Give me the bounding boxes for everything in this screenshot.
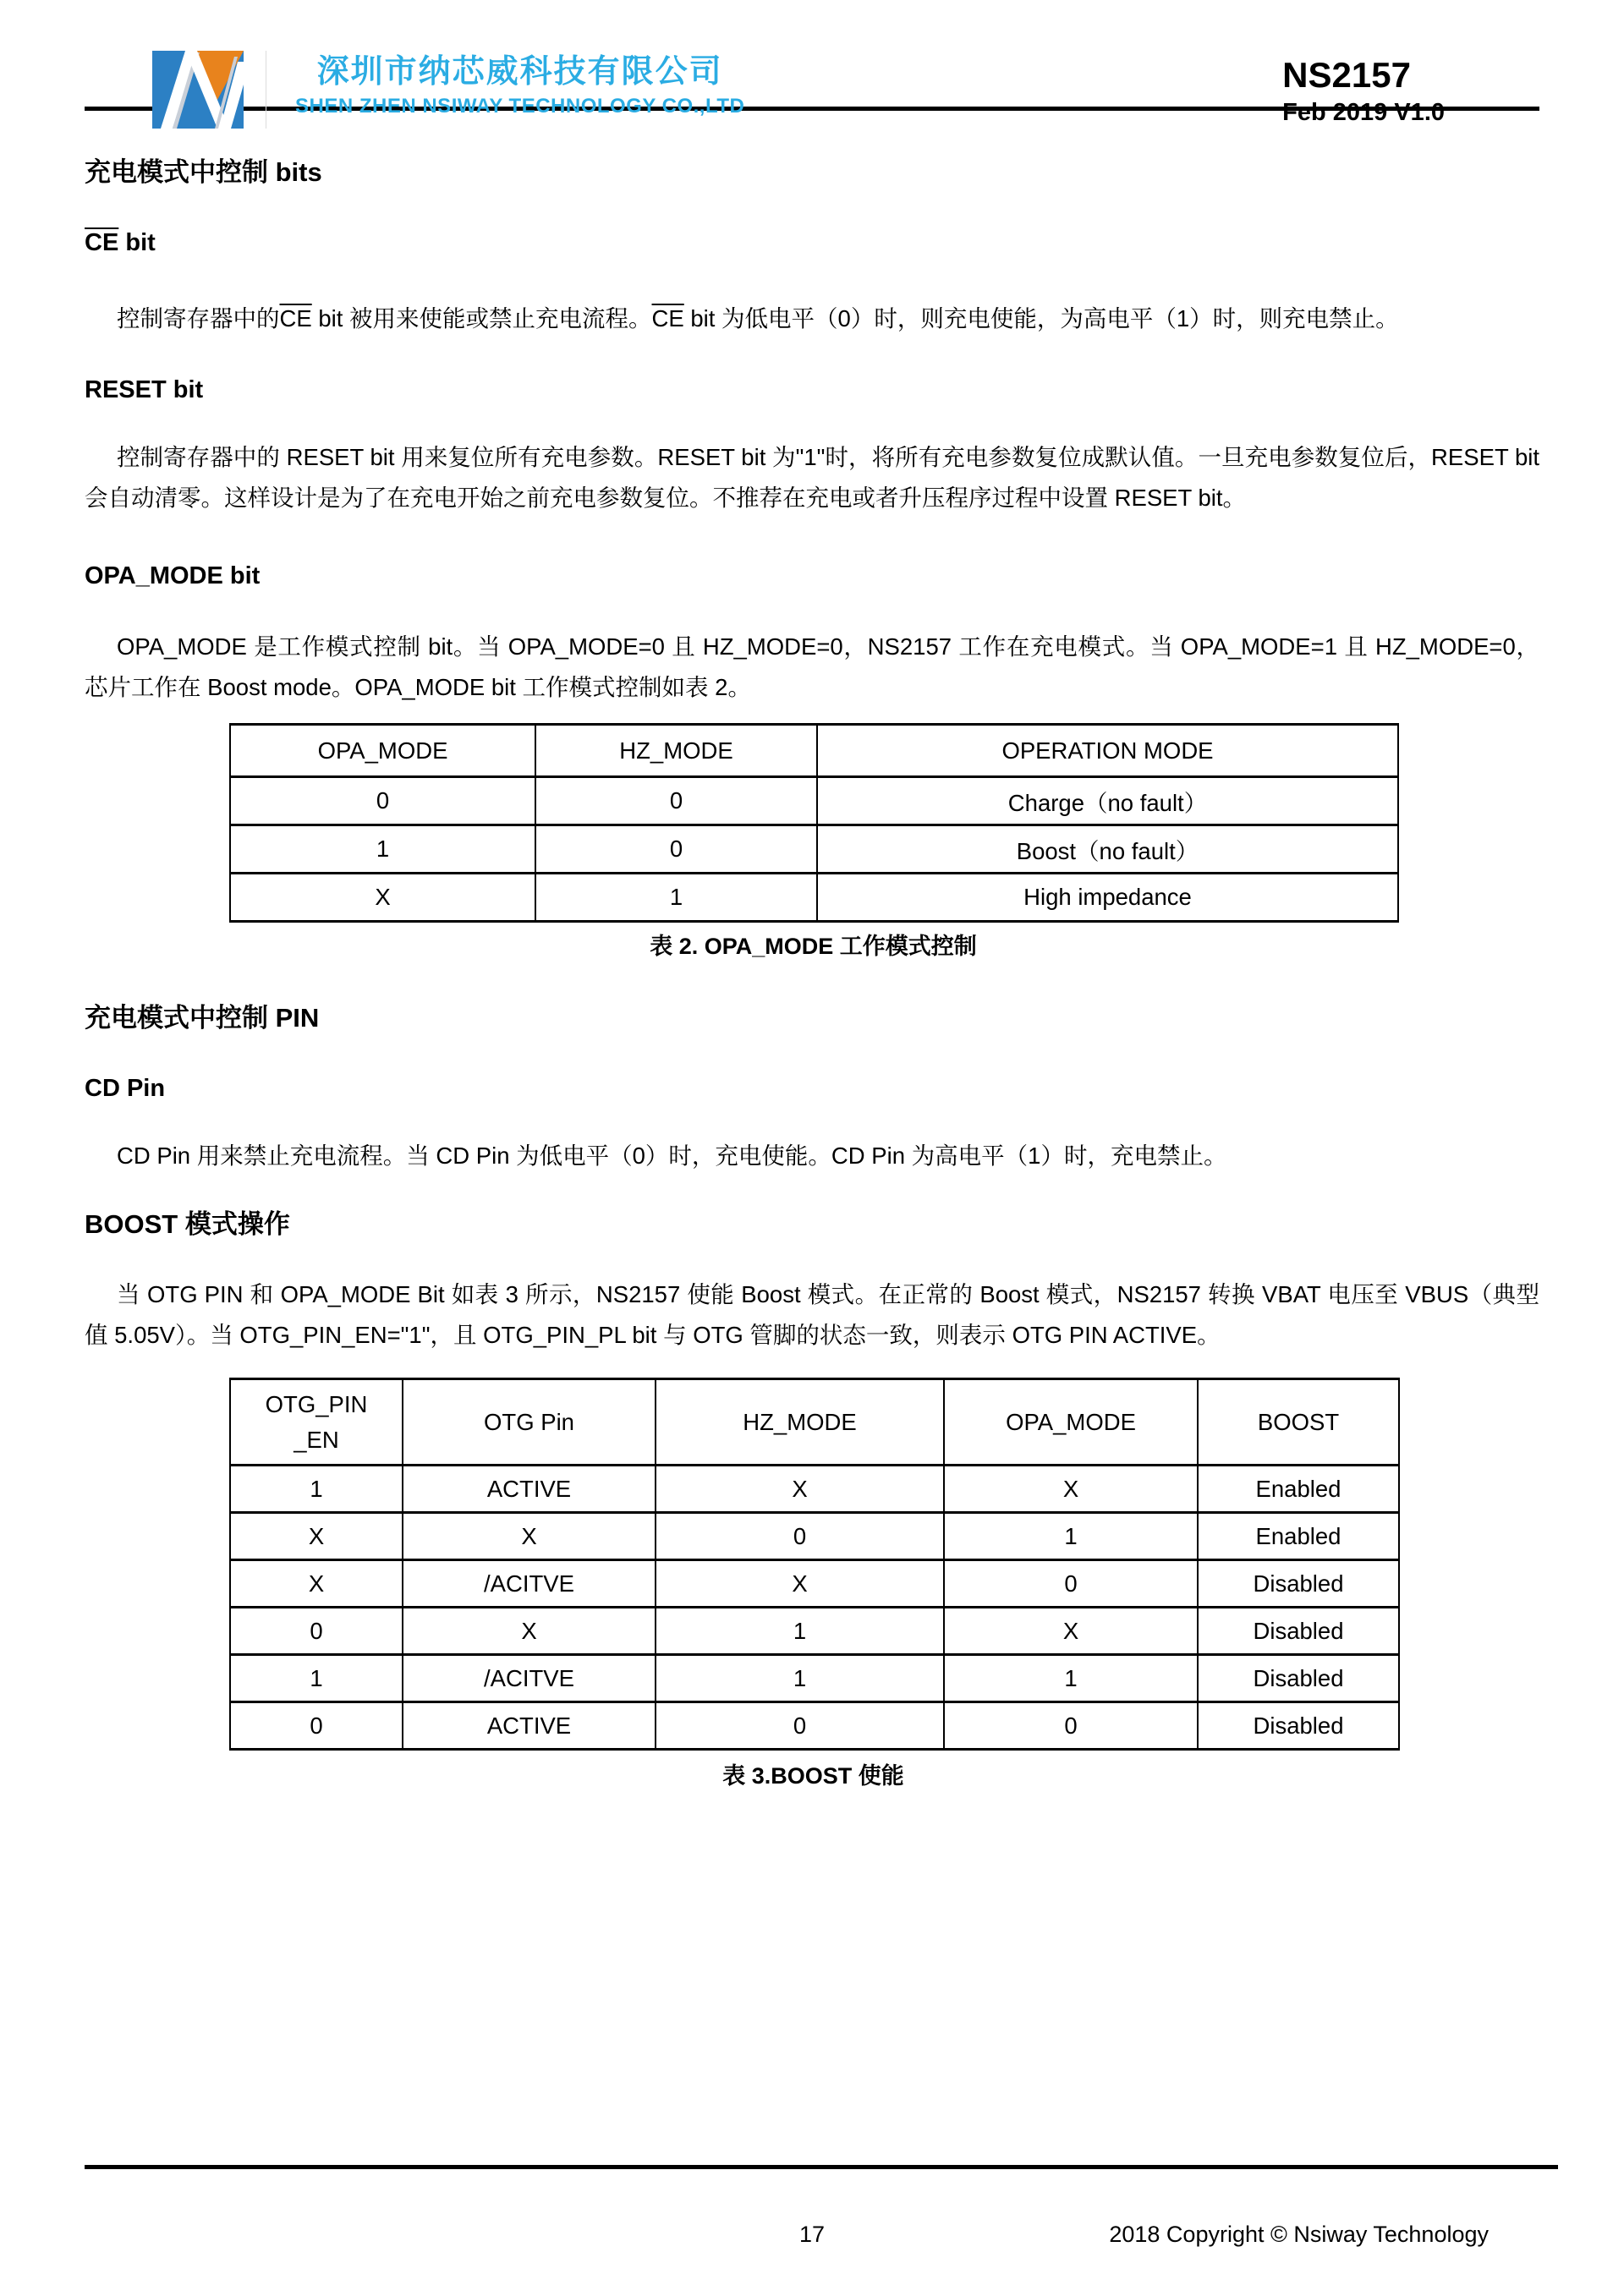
- table3-cell: ACTIVE: [403, 1466, 656, 1513]
- table3-cell: 0: [656, 1513, 944, 1560]
- section-title-charge-bits: 充电模式中控制 bits: [85, 157, 322, 187]
- table3-cell: X: [403, 1608, 656, 1655]
- table-row: [230, 874, 1398, 922]
- table2-cell: Boost（no fault）: [817, 825, 1398, 874]
- table3-cell: 0: [230, 1702, 403, 1750]
- table3-header: OTG Pin: [403, 1379, 656, 1466]
- table-row: [230, 1560, 1399, 1608]
- subsection-reset-bit: RESET bit: [85, 376, 204, 403]
- table3-cell: Enabled: [1198, 1466, 1399, 1513]
- table3-cell: 0: [944, 1702, 1198, 1750]
- opa-mode-table: [229, 723, 1399, 923]
- table3-header: HZ_MODE: [656, 1379, 944, 1466]
- table2-cell: Charge（no fault）: [817, 777, 1398, 825]
- table3-cell: Disabled: [1198, 1655, 1399, 1702]
- table2-cell: 1: [230, 825, 535, 874]
- table3-cell: X: [403, 1513, 656, 1560]
- subsection-ce-bit: [85, 226, 1539, 260]
- company-name-cn: 深圳市纳芯威科技有限公司: [316, 54, 723, 90]
- reset-paragraph: 控制寄存器中的 RESET bit 用来复位所有充电参数。RESET bit 为"1"时，将所有充电参数复位成默认值。一旦充电参数复位后，RESET bit 会自动清零。这样设计是为了在充电开始之前充电参数复位。不推荐在充电或者升压程序过程中设置 RESET bit。: [85, 444, 1539, 511]
- ce-overline: $\overline{CE}$: [85, 229, 119, 256]
- table3-cell: Disabled: [1198, 1702, 1399, 1750]
- ce-seg-5: bit 为低电平（0）时，则充电使能，为高电平（1）时，则充电禁止。: [683, 305, 1399, 332]
- boost-enable-table: [229, 1378, 1400, 1751]
- table3-cell: X: [656, 1560, 944, 1608]
- page-number: 17: [798, 2222, 826, 2247]
- cd-paragraph: CD Pin 用来禁止充电流程。当 CD Pin 为低电平（0）时，充电使能。CD Pin 为高电平（1）时，充电禁止。: [117, 1143, 1227, 1169]
- table-row: [230, 1702, 1399, 1750]
- table3-cell: X: [230, 1513, 403, 1560]
- table3-header: BOOST: [1198, 1379, 1399, 1466]
- table-row: [230, 725, 1398, 777]
- ce-seg-2-overline: $\overline{CE}$: [279, 305, 312, 332]
- table2-cell: 0: [535, 777, 817, 825]
- table3-cell: /ACITVE: [403, 1655, 656, 1702]
- doc-info: [1282, 56, 1445, 127]
- footer-rule: [85, 2165, 1558, 2169]
- company-name-en: SHEN ZHEN NSIWAY TECHNOLOGY CO.,LTD: [295, 95, 745, 118]
- table3-cell: 1: [944, 1513, 1198, 1560]
- table3-cell: ACTIVE: [403, 1702, 656, 1750]
- table3-cell: Disabled: [1198, 1560, 1399, 1608]
- page-header: [85, 0, 1539, 126]
- nsiway-logo-icon: [152, 51, 244, 129]
- table-row: [230, 1513, 1399, 1560]
- table-row: [230, 1379, 1399, 1466]
- ce-seg-3: bit 被用来使能或禁止充电流程。: [311, 305, 652, 332]
- subsection-opa-mode-bit: OPA_MODE bit: [85, 562, 261, 589]
- table-row: [230, 777, 1398, 825]
- table3-header-line1: OTG_PIN: [265, 1390, 368, 1417]
- part-number: NS2157: [1282, 55, 1411, 95]
- table2-header: OPERATION MODE: [817, 725, 1398, 777]
- table3-cell: 1: [656, 1608, 944, 1655]
- subsection-cd-pin: CD Pin: [85, 1075, 166, 1102]
- table3-cell: 1: [230, 1466, 403, 1513]
- table3-cell: Disabled: [1198, 1608, 1399, 1655]
- table2-header: OPA_MODE: [230, 725, 535, 777]
- section-title-charge-pin: 充电模式中控制 PIN: [85, 1003, 320, 1033]
- table2-cell: 0: [535, 825, 817, 874]
- company-block: [295, 52, 744, 120]
- table2-caption: 表 2. OPA_MODE 工作模式控制: [650, 934, 977, 959]
- opa-paragraph: OPA_MODE 是工作模式控制 bit。当 OPA_MODE=0 且 HZ_MODE=0，NS2157 工作在充电模式。当 OPA_MODE=1 且 HZ_MODE=0，芯片工作在 Boost mode。OPA_MODE bit 工作模式控制如表 2。: [85, 633, 1539, 700]
- table2-cell: High impedance: [817, 874, 1398, 922]
- table2-header: HZ_MODE: [535, 725, 817, 777]
- table3-cell: X: [656, 1466, 944, 1513]
- table3-cell: X: [944, 1608, 1198, 1655]
- table3-cell: 0: [656, 1702, 944, 1750]
- table3-header: OPA_MODE: [944, 1379, 1198, 1466]
- table3-caption: 表 3.BOOST 使能: [722, 1763, 904, 1789]
- doc-revision: Feb 2019 V1.0: [1282, 99, 1445, 126]
- section-title-boost: BOOST 模式操作: [85, 1209, 290, 1239]
- table-row: [230, 1466, 1399, 1513]
- company-logo: [152, 51, 244, 129]
- table3-cell: /ACITVE: [403, 1560, 656, 1608]
- table3-cell: Enabled: [1198, 1513, 1399, 1560]
- table3-cell: 1: [656, 1655, 944, 1702]
- table2-cell: 1: [535, 874, 817, 922]
- table3-header: [230, 1379, 403, 1466]
- table3-cell: 0: [944, 1560, 1198, 1608]
- table3-cell: 0: [230, 1608, 403, 1655]
- table2-cell: X: [230, 874, 535, 922]
- ce-paragraph: [85, 299, 1539, 339]
- table3-cell: X: [230, 1560, 403, 1608]
- ce-seg-1: 控制寄存器中的: [117, 305, 280, 332]
- table-row: [230, 825, 1398, 874]
- table3-header-line2: _EN: [294, 1426, 339, 1453]
- table3-cell: 1: [230, 1655, 403, 1702]
- table-row: [230, 1655, 1399, 1702]
- table2-cell: 0: [230, 777, 535, 825]
- table3-cell: 1: [944, 1655, 1198, 1702]
- ce-suffix: bit: [118, 229, 156, 256]
- ce-seg-4-overline: $\overline{CE}$: [651, 305, 684, 332]
- table-row: [230, 1608, 1399, 1655]
- boost-paragraph: 当 OTG PIN 和 OPA_MODE Bit 如表 3 所示，NS2157 使能 Boost 模式。在正常的 Boost 模式，NS2157 转换 VBAT 电压至 VBUS（典型值 5.05V）。当 OTG_PIN_EN="1"，且 OTG_PIN_PL bit 与 OTG 管脚的状态一致，则表示 OTG PIN ACTIVE。: [85, 1281, 1539, 1348]
- copyright-text: 2018 Copyright © Nsiway Technology: [1109, 2222, 1489, 2247]
- table3-cell: X: [944, 1466, 1198, 1513]
